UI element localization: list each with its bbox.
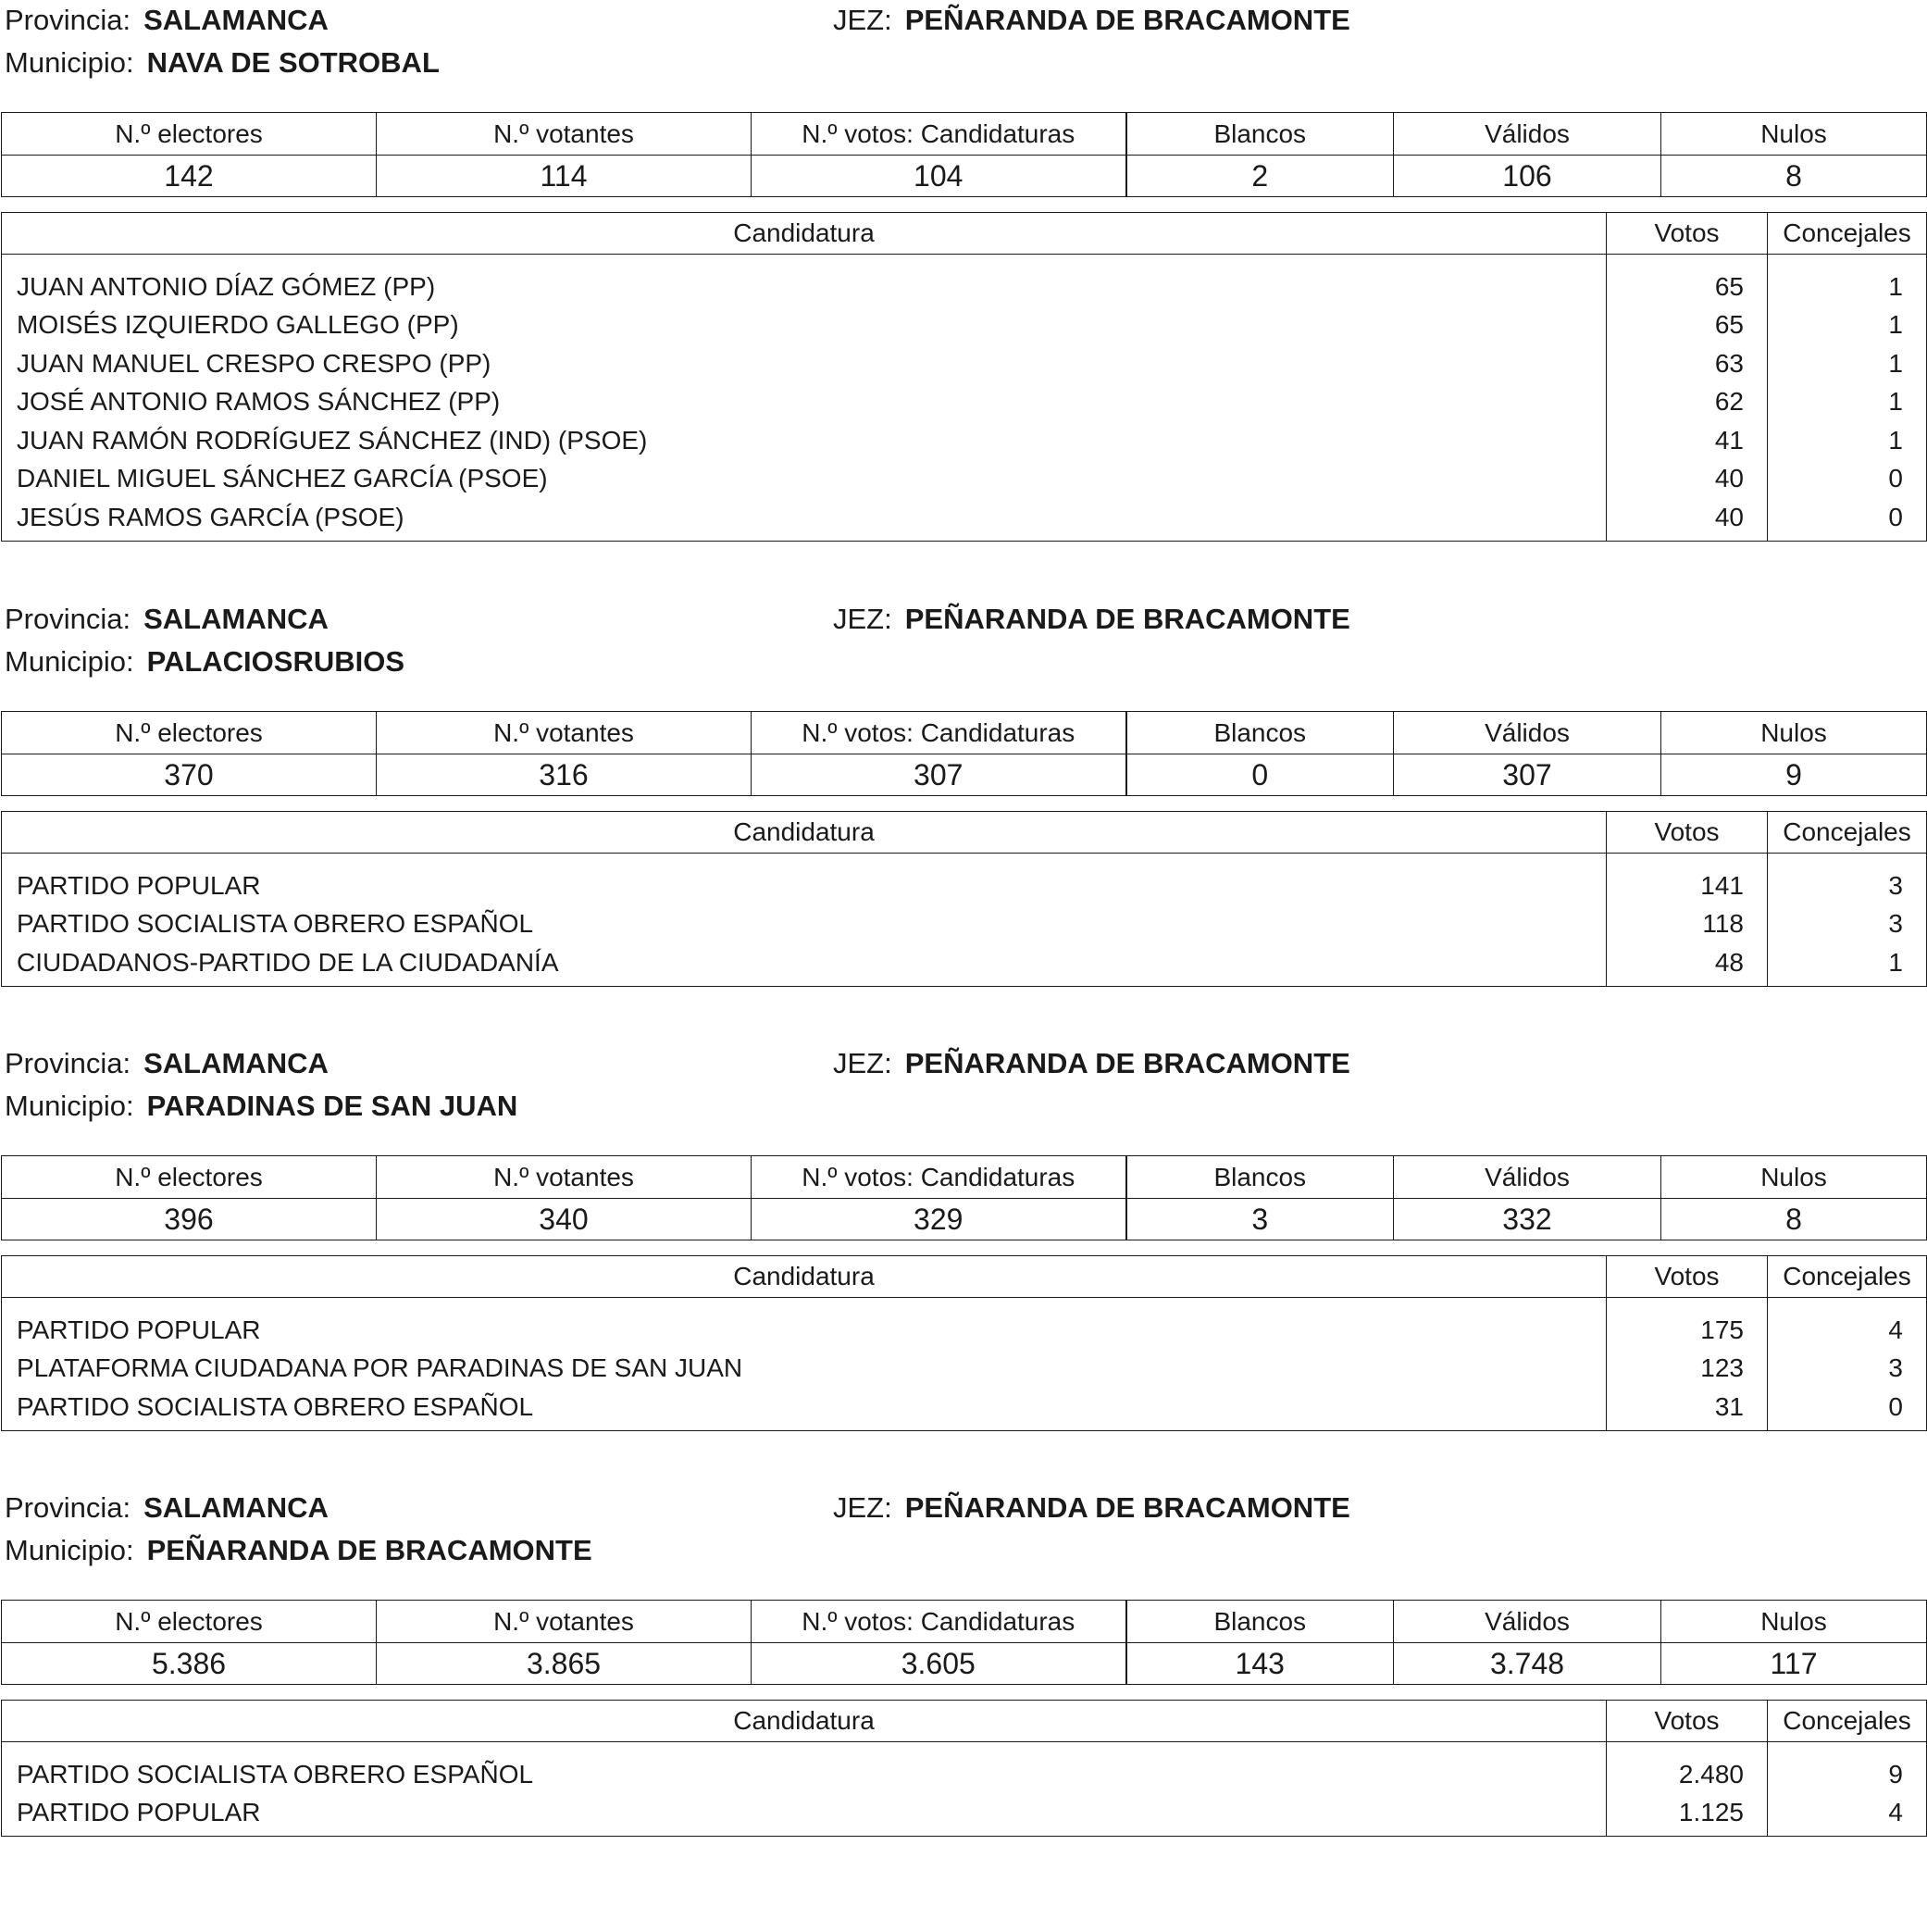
- summary-value-cell: 0: [1126, 754, 1394, 796]
- summary-header-cell: Nulos: [1661, 1601, 1927, 1643]
- candidate-name: PARTIDO POPULAR: [2, 1298, 1607, 1350]
- summary-value-cell: 2: [1126, 156, 1394, 197]
- candidate-row: [2, 1350, 1927, 1389]
- summary-value-cell: 143: [1126, 1643, 1394, 1685]
- candidate-concejales: 0: [1768, 498, 1927, 541]
- summary-header-cell: Válidos: [1394, 1601, 1661, 1643]
- candidatura-header: Candidatura: [2, 213, 1607, 255]
- provincia-line: [5, 601, 329, 638]
- concejales-header: Concejales: [1768, 1701, 1927, 1742]
- municipality-block: [0, 599, 1927, 1043]
- summary-header-row: [2, 113, 1927, 156]
- candidate-votes: 175: [1607, 1298, 1768, 1350]
- candidate-name: PARTIDO SOCIALISTA OBRERO ESPAÑOL: [2, 905, 1607, 944]
- candidate-name: PARTIDO POPULAR: [2, 1794, 1607, 1837]
- summary-value-cell: 329: [752, 1199, 1126, 1240]
- summary-header-cell: N.º votos: Candidaturas: [752, 1601, 1126, 1643]
- provincia-label: Provincia:: [5, 4, 131, 36]
- candidate-concejales: 0: [1768, 460, 1927, 499]
- summary-value-row: [2, 1643, 1927, 1685]
- municipio-line: [5, 44, 440, 81]
- candidate-concejales: 9: [1768, 1742, 1927, 1794]
- provincia-label: Provincia:: [5, 603, 131, 635]
- summary-value-cell: 8: [1661, 156, 1927, 197]
- candidate-concejales: 4: [1768, 1298, 1927, 1350]
- municipio-line: [5, 1088, 517, 1125]
- candidates-header-row: [2, 1256, 1927, 1298]
- summary-header-row: [2, 1601, 1927, 1643]
- candidate-row: [2, 306, 1927, 345]
- candidate-name: DANIEL MIGUEL SÁNCHEZ GARCÍA (PSOE): [2, 460, 1607, 499]
- jez-line: [833, 1490, 1350, 1527]
- candidate-row: [2, 1742, 1927, 1794]
- candidate-votes: 41: [1607, 421, 1768, 460]
- summary-header-cell: N.º votantes: [377, 113, 752, 156]
- jez-value: PEÑARANDA DE BRACAMONTE: [904, 4, 1350, 36]
- candidate-row: [2, 460, 1927, 499]
- summary-value-cell: 396: [2, 1199, 377, 1240]
- candidate-name: JESÚS RAMOS GARCÍA (PSOE): [2, 498, 1607, 541]
- municipio-value: PALACIOSRUBIOS: [146, 645, 405, 678]
- summary-header-cell: N.º votos: Candidaturas: [752, 712, 1126, 754]
- candidates-table: [1, 212, 1927, 542]
- candidate-concejales: 0: [1768, 1388, 1927, 1430]
- candidate-concejales: 3: [1768, 905, 1927, 944]
- candidate-row: [2, 421, 1927, 460]
- candidate-name: PARTIDO SOCIALISTA OBRERO ESPAÑOL: [2, 1388, 1607, 1430]
- candidate-name: JUAN RAMÓN RODRÍGUEZ SÁNCHEZ (IND) (PSOE): [2, 421, 1607, 460]
- summary-table: [1, 1155, 1927, 1240]
- votos-header: Votos: [1607, 213, 1768, 255]
- municipio-value: NAVA DE SOTROBAL: [146, 46, 440, 79]
- summary-value-cell: 307: [752, 754, 1126, 796]
- jez-value: PEÑARANDA DE BRACAMONTE: [904, 1047, 1350, 1079]
- summary-value-cell: 3.748: [1394, 1643, 1661, 1685]
- summary-value-row: [2, 1199, 1927, 1240]
- summary-value-row: [2, 156, 1927, 197]
- candidate-concejales: 1: [1768, 306, 1927, 345]
- candidatura-header: Candidatura: [2, 812, 1607, 854]
- jez-line: [833, 601, 1350, 638]
- candidate-concejales: 1: [1768, 943, 1927, 986]
- summary-header-cell: N.º votantes: [377, 1601, 752, 1643]
- municipio-label: Municipio:: [5, 1534, 134, 1566]
- summary-value-cell: 5.386: [2, 1643, 377, 1685]
- municipio-label: Municipio:: [5, 645, 134, 678]
- candidate-votes: 1.125: [1607, 1794, 1768, 1837]
- jez-value: PEÑARANDA DE BRACAMONTE: [904, 1491, 1350, 1524]
- candidate-row: [2, 1388, 1927, 1430]
- votos-header: Votos: [1607, 1256, 1768, 1298]
- summary-value-cell: 3.605: [752, 1643, 1126, 1685]
- jez-label: JEZ:: [833, 603, 892, 635]
- summary-table: [1, 112, 1927, 197]
- municipio-value: PARADINAS DE SAN JUAN: [146, 1090, 518, 1122]
- candidates-table: [1, 811, 1927, 987]
- candidatura-header: Candidatura: [2, 1701, 1607, 1742]
- summary-header-row: [2, 1156, 1927, 1199]
- summary-value-cell: 106: [1394, 156, 1661, 197]
- summary-header-cell: Nulos: [1661, 712, 1927, 754]
- summary-value-cell: 117: [1661, 1643, 1927, 1685]
- jez-value: PEÑARANDA DE BRACAMONTE: [904, 603, 1350, 635]
- candidates-table: [1, 1255, 1927, 1431]
- candidate-concejales: 1: [1768, 255, 1927, 306]
- summary-header-cell: Válidos: [1394, 712, 1661, 754]
- municipio-line: [5, 643, 404, 680]
- concejales-header: Concejales: [1768, 213, 1927, 255]
- provincia-value: SALAMANCA: [143, 4, 329, 36]
- candidate-row: [2, 1794, 1927, 1837]
- summary-header-cell: N.º electores: [2, 113, 377, 156]
- summary-value-cell: 3: [1126, 1199, 1394, 1240]
- candidate-row: [2, 905, 1927, 944]
- summary-value-cell: 307: [1394, 754, 1661, 796]
- candidate-name: JUAN ANTONIO DÍAZ GÓMEZ (PP): [2, 255, 1607, 306]
- candidate-votes: 2.480: [1607, 1742, 1768, 1794]
- concejales-header: Concejales: [1768, 1256, 1927, 1298]
- candidate-concejales: 3: [1768, 854, 1927, 905]
- summary-value-cell: 332: [1394, 1199, 1661, 1240]
- summary-value-cell: 3.865: [377, 1643, 752, 1685]
- candidates-header-row: [2, 213, 1927, 255]
- summary-value-cell: 316: [377, 754, 752, 796]
- candidate-row: [2, 344, 1927, 383]
- jez-label: JEZ:: [833, 1491, 892, 1524]
- municipio-value: PEÑARANDA DE BRACAMONTE: [146, 1534, 592, 1566]
- municipio-label: Municipio:: [5, 1090, 134, 1122]
- summary-value-cell: 8: [1661, 1199, 1927, 1240]
- candidate-votes: 63: [1607, 344, 1768, 383]
- provincia-line: [5, 1490, 329, 1527]
- candidate-row: [2, 498, 1927, 541]
- summary-header-cell: N.º votantes: [377, 1156, 752, 1199]
- summary-header-cell: Nulos: [1661, 113, 1927, 156]
- provincia-line: [5, 1045, 329, 1082]
- candidate-name: MOISÉS IZQUIERDO GALLEGO (PP): [2, 306, 1607, 345]
- summary-header-cell: Blancos: [1126, 113, 1394, 156]
- candidates-table: [1, 1700, 1927, 1837]
- summary-header-cell: Blancos: [1126, 712, 1394, 754]
- candidate-votes: 31: [1607, 1388, 1768, 1430]
- candidate-name: PARTIDO SOCIALISTA OBRERO ESPAÑOL: [2, 1742, 1607, 1794]
- summary-header-cell: Válidos: [1394, 113, 1661, 156]
- candidate-votes: 65: [1607, 306, 1768, 345]
- candidate-concejales: 1: [1768, 383, 1927, 422]
- jez-line: [833, 1045, 1350, 1082]
- summary-value-cell: 370: [2, 754, 377, 796]
- provincia-value: SALAMANCA: [143, 603, 329, 635]
- candidate-name: JOSÉ ANTONIO RAMOS SÁNCHEZ (PP): [2, 383, 1607, 422]
- candidate-votes: 65: [1607, 255, 1768, 306]
- summary-header-cell: Válidos: [1394, 1156, 1661, 1199]
- candidate-concejales: 1: [1768, 344, 1927, 383]
- candidate-name: PLATAFORMA CIUDADANA POR PARADINAS DE SAN JUAN: [2, 1350, 1607, 1389]
- summary-header-cell: N.º votos: Candidaturas: [752, 113, 1126, 156]
- candidate-concejales: 1: [1768, 421, 1927, 460]
- municipio-line: [5, 1532, 592, 1569]
- summary-value-cell: 114: [377, 156, 752, 197]
- candidate-row: [2, 854, 1927, 905]
- provincia-line: [5, 2, 329, 39]
- concejales-header: Concejales: [1768, 812, 1927, 854]
- summary-table: [1, 1600, 1927, 1685]
- provincia-label: Provincia:: [5, 1047, 131, 1079]
- municipio-label: Municipio:: [5, 46, 134, 79]
- candidates-header-row: [2, 1701, 1927, 1742]
- candidate-row: [2, 1298, 1927, 1350]
- municipality-block: [0, 1043, 1927, 1488]
- votos-header: Votos: [1607, 812, 1768, 854]
- summary-header-cell: N.º electores: [2, 1156, 377, 1199]
- candidate-name: PARTIDO POPULAR: [2, 854, 1607, 905]
- candidate-votes: 62: [1607, 383, 1768, 422]
- provincia-label: Provincia:: [5, 1491, 131, 1524]
- jez-label: JEZ:: [833, 4, 892, 36]
- candidate-name: CIUDADANOS-PARTIDO DE LA CIUDADANÍA: [2, 943, 1607, 986]
- summary-header-cell: N.º votantes: [377, 712, 752, 754]
- summary-value-cell: 9: [1661, 754, 1927, 796]
- summary-header-cell: Nulos: [1661, 1156, 1927, 1199]
- candidate-name: JUAN MANUEL CRESPO CRESPO (PP): [2, 344, 1607, 383]
- candidate-concejales: 3: [1768, 1350, 1927, 1389]
- summary-header-cell: N.º votos: Candidaturas: [752, 1156, 1126, 1199]
- candidate-row: [2, 943, 1927, 986]
- summary-header-row: [2, 712, 1927, 754]
- municipality-block: [0, 0, 1927, 531]
- candidate-votes: 40: [1607, 460, 1768, 499]
- candidate-votes: 123: [1607, 1350, 1768, 1389]
- municipality-block: [0, 1488, 1927, 1932]
- summary-value-row: [2, 754, 1927, 796]
- summary-header-cell: Blancos: [1126, 1156, 1394, 1199]
- candidatura-header: Candidatura: [2, 1256, 1607, 1298]
- candidate-votes: 40: [1607, 498, 1768, 541]
- candidate-votes: 118: [1607, 905, 1768, 944]
- candidate-row: [2, 255, 1927, 306]
- candidate-votes: 48: [1607, 943, 1768, 986]
- summary-header-cell: N.º electores: [2, 712, 377, 754]
- provincia-value: SALAMANCA: [143, 1047, 329, 1079]
- jez-line: [833, 2, 1350, 39]
- summary-value-cell: 142: [2, 156, 377, 197]
- summary-header-cell: Blancos: [1126, 1601, 1394, 1643]
- provincia-value: SALAMANCA: [143, 1491, 329, 1524]
- votos-header: Votos: [1607, 1701, 1768, 1742]
- summary-value-cell: 104: [752, 156, 1126, 197]
- candidate-votes: 141: [1607, 854, 1768, 905]
- candidate-concejales: 4: [1768, 1794, 1927, 1837]
- candidate-row: [2, 383, 1927, 422]
- jez-label: JEZ:: [833, 1047, 892, 1079]
- summary-value-cell: 340: [377, 1199, 752, 1240]
- summary-table: [1, 711, 1927, 796]
- candidates-header-row: [2, 812, 1927, 854]
- summary-header-cell: N.º electores: [2, 1601, 377, 1643]
